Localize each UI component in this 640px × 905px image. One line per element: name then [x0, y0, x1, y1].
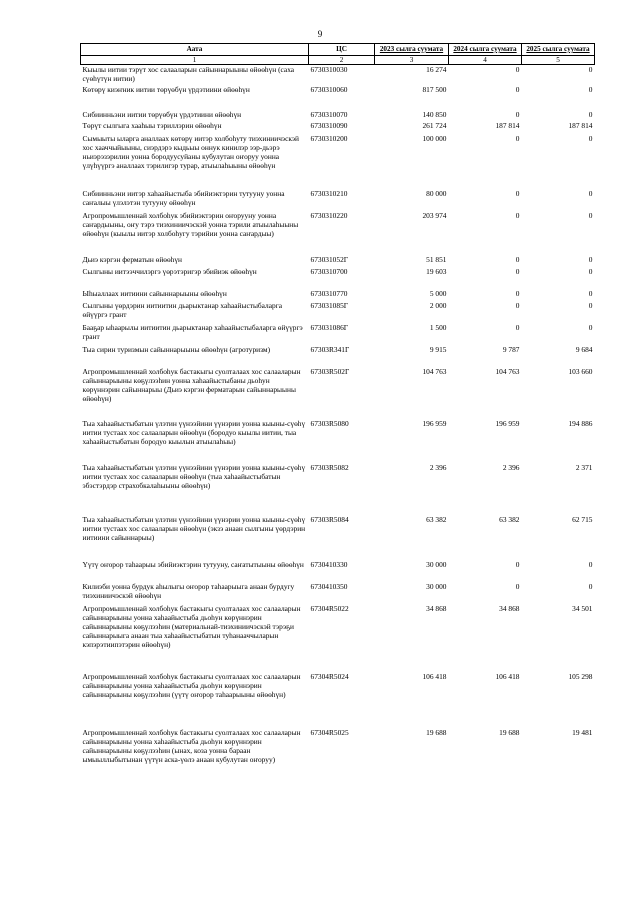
row-value-2023: 140 850: [422, 109, 447, 119]
row-name: Ыһыаллаах иитиини сайыннарыыны өйөөһүн: [82, 288, 227, 298]
row-value-2023: 203 974: [422, 210, 447, 220]
row-code: 67303R341Г: [310, 344, 350, 354]
header-name: Аата: [81, 44, 309, 56]
row-value-2023: 2 396: [429, 462, 447, 472]
row-value-2023: 5 000: [429, 288, 447, 298]
row-code: 6730410350: [310, 581, 348, 591]
row-value-2025: 105 298: [568, 671, 593, 681]
header-2024: 2024 сылга суумата: [449, 44, 522, 56]
row-code: 67304R5022: [310, 603, 349, 613]
row-name: Тыа хаһаайыстыбатын үлэтин үүнээйини үүнэрии уонна кыыны-сүөһү иитии тустаах хос салааларын өйөөһүн (тыа хаһаайыстыбатын эбэстэрдэр страхобкалаһыыны өйөөһүн): [82, 462, 306, 490]
row-name: Бааҕар ыһаарылы иитиитин дьарыктанар хаһаайыстыбаларга өйүүргэ грант: [82, 322, 303, 341]
row-value-2024: 0: [515, 84, 520, 94]
table-row: [81, 672, 595, 728]
row-value-2025: 0: [588, 254, 593, 264]
row-value-2024: 0: [515, 288, 520, 298]
table-row: [81, 604, 595, 672]
row-name: Сибиинньэни иитии төрүөбүн үрдэтиини өйөөһүн: [82, 109, 242, 119]
budget-table: [80, 43, 595, 784]
table-row: [81, 110, 595, 121]
row-value-2025: 0: [588, 581, 593, 591]
row-value-2025: 194 886: [568, 418, 593, 428]
row-value-2025: 0: [588, 322, 593, 332]
row-code: 6730310700: [310, 266, 348, 276]
row-value-2023: 9 915: [429, 344, 447, 354]
row-value-2025: 0: [588, 300, 593, 310]
row-value-2024: 0: [515, 266, 520, 276]
row-value-2025: 0: [588, 133, 593, 143]
table-row: [81, 419, 595, 463]
row-value-2025: 0: [588, 109, 593, 119]
row-value-2023: 19 603: [426, 266, 447, 276]
row-value-2024: 0: [515, 210, 520, 220]
row-value-2025: 34 501: [572, 603, 593, 613]
row-code: 6730310770: [310, 288, 348, 298]
row-value-2024: 0: [515, 559, 520, 569]
row-value-2023: 196 959: [422, 418, 447, 428]
row-name: Көтөрү киэҥник иитии төрүөбүн үрдэтиини өйөөһүн: [82, 84, 250, 94]
row-value-2024: 0: [515, 65, 520, 74]
table-row: [81, 289, 595, 301]
table-row: [81, 367, 595, 419]
page-number: 9: [317, 29, 323, 39]
row-value-2023: 100 000: [422, 133, 447, 143]
row-name: Сылгыны үөрдэрин иитиитин дьарыктанар хаһаайыстыбаларга өйүүргэ грант: [82, 300, 283, 319]
row-value-2024: 9 787: [502, 344, 520, 354]
row-code: 6730310210: [310, 188, 348, 198]
row-code: 67304R5025: [310, 727, 349, 737]
row-value-2025: 0: [588, 65, 593, 74]
row-value-2025: 187 814: [568, 120, 593, 130]
row-value-2024: 63 382: [499, 514, 520, 524]
row-value-2025: 0: [588, 266, 593, 276]
row-code: 67303R5080: [310, 418, 349, 428]
row-name: Агропромышленнай холбоһук бастакыгы суолталаах хос салааларын сайыннарыыны көҕүлээһин уонна хаһаайыстыбаны дьоһун көрүннэрин сайыннарыы (Дьиэ кэргэн ферматарын сайыннарыыны өйөөһүн): [82, 366, 301, 403]
table-row: [81, 121, 595, 134]
table-row: [81, 134, 595, 189]
row-name: Дьиэ кэргэн ферматын өйөөһүн: [82, 254, 183, 264]
row-value-2023: 1 500: [429, 322, 447, 332]
row-value-2024: 0: [515, 188, 520, 198]
row-value-2024: 0: [515, 581, 520, 591]
row-value-2024: 0: [515, 133, 520, 143]
row-code: 6730310090: [310, 120, 348, 130]
row-value-2023: 16 274: [426, 65, 447, 74]
row-name: Агропромышленнай холбоһук бастакыгы суолталаах хос салааларын сайыннарыыны уонна хаһаайыстыба дьоһун көрүннэрин сайыннарыыны көҕүлээһин (ынах, коза уонна бараан ымыыллыбытынан үүтүн аска-үөлэ анаан кубулутан оҥоруу): [82, 727, 301, 764]
row-name: Тыа хаһаайыстыбатын үлэтин үүнээйини үүнэрии уонна кыыны-сүөһү иитии тустаах хос салааларын өйөөһүн (экзэ анаан сылгыны үөрдэрин иитиини сайыннарыы): [82, 514, 306, 542]
row-value-2024: 0: [515, 322, 520, 332]
row-name: Кыылы иитии тэрүт хос салааларын сайыннарыыны өйөөһүн (саха сүөһүтүн иитии): [82, 65, 295, 83]
header-2025: 2025 сылга суумата: [522, 44, 595, 56]
column-number-row: [81, 56, 595, 65]
table-row: [81, 728, 595, 784]
row-value-2024: 34 868: [499, 603, 520, 613]
row-code: 6730310200: [310, 133, 348, 143]
row-value-2025: 62 715: [572, 514, 593, 524]
row-code: 6730310060: [310, 84, 348, 94]
row-value-2025: 19 481: [572, 727, 593, 737]
row-value-2025: 103 660: [568, 366, 593, 376]
table-row: [81, 301, 595, 323]
row-value-2023: 2 000: [429, 300, 447, 310]
column-number: 5: [522, 56, 595, 65]
row-value-2023: 19 688: [426, 727, 447, 737]
table-row: [81, 85, 595, 110]
column-number: 4: [449, 56, 522, 65]
table-row: [81, 323, 595, 345]
row-code: 6730310070: [310, 109, 348, 119]
column-number: 2: [309, 56, 375, 65]
table-row: [81, 515, 595, 560]
row-value-2025: 0: [588, 210, 593, 220]
row-value-2024: 106 418: [495, 671, 520, 681]
table-row: [81, 463, 595, 515]
header-2023: 2023 сылга суумата: [375, 44, 449, 56]
header-row: [81, 44, 595, 56]
row-value-2023: 34 868: [426, 603, 447, 613]
row-name: Тыа хаһаайыстыбатын үлэтин үүнээйини үүнэрии уонна кыыны-сүөһү иитии тустаах хос салааларын өйөөһүн (бородуо кыылы иитии, тыа хаһаайыстыбатын бородуо кыылын атыылаһыы): [82, 418, 306, 446]
row-name: Килиэби уонна бурдук аһылыгы оҥорор таһаарыыга анаан бурдугу тиэхиниичэскэй өйөөһүн: [82, 581, 295, 600]
row-value-2025: 0: [588, 188, 593, 198]
row-code: 673031052Г: [310, 254, 349, 264]
row-name: Үүтү оҥорор таһаарыы эбийиэктэрин тутууну, саҥатытыыны өйөөһүн: [82, 559, 304, 569]
row-value-2024: 196 959: [495, 418, 520, 428]
row-code: 67303R5084: [310, 514, 349, 524]
header-code: ЦС: [309, 44, 375, 56]
row-value-2024: 0: [515, 300, 520, 310]
row-value-2024: 0: [515, 109, 520, 119]
row-value-2023: 106 418: [422, 671, 447, 681]
table-row: [81, 345, 595, 367]
column-number: 3: [375, 56, 449, 65]
row-value-2025: 0: [588, 84, 593, 94]
row-value-2024: 19 688: [499, 727, 520, 737]
row-name: Төрүт сылгыга хааһыы тэриллэрин өйөөһүн: [82, 120, 222, 130]
table-body: [81, 65, 595, 784]
row-code: 67303R502Г: [310, 366, 350, 376]
table-row: [81, 267, 595, 289]
row-value-2023: 817 500: [422, 84, 447, 94]
row-value-2024: 187 814: [495, 120, 520, 130]
row-value-2024: 0: [515, 254, 520, 264]
table-row: [81, 582, 595, 604]
row-code: 673031086Г: [310, 322, 349, 332]
row-name: Тыа сирин туризмын сайыннарыыны өйөөһүн (агротуризм): [82, 344, 271, 354]
row-value-2023: 104 763: [422, 366, 447, 376]
row-code: 6730410330: [310, 559, 348, 569]
column-number: 1: [81, 56, 309, 65]
row-code: 6730310220: [310, 210, 348, 220]
row-name: Сибиинньэни иитэр хаһаайыстыба эбийиэктэрин тутууну уонна саҥалыы үлэлэтэн тутууну өйөөһүн: [82, 188, 285, 207]
row-value-2023: 30 000: [426, 581, 447, 591]
row-name: Сылгыны иитээччилэргэ үөрэтэригэр эбийиэк өйөөһүн: [82, 266, 257, 276]
row-value-2023: 51 851: [426, 254, 447, 264]
row-value-2023: 63 382: [426, 514, 447, 524]
table-row: [81, 189, 595, 211]
table-row: [81, 255, 595, 267]
row-value-2024: 2 396: [502, 462, 520, 472]
table-row: [81, 560, 595, 582]
row-value-2025: 0: [588, 288, 593, 298]
row-code: 67303R5082: [310, 462, 349, 472]
row-name: Агропромышленнай холбоһук эбийиэктэрин оҥорууну уонна саҥардыыны, оҥу тэрэ тиэхиниичэскэй уонна тэрили атыылаһыыны өйөөһүн (кыылы иитэр холбоһугу тэрийии уонна саҥардыы): [82, 210, 299, 238]
row-name: Агропромышленнай холбоһук бастакыгы суолталаах хос салааларын сайыннарыыны уонна хаһаайыстыба дьоһун көрүннэрин сайыннарыыны көҕүлээһин (үүтү оҥорор таһаарыыны өйөөһүн): [82, 671, 301, 699]
row-value-2025: 2 371: [575, 462, 593, 472]
table-row: [81, 211, 595, 255]
row-value-2024: 104 763: [495, 366, 520, 376]
row-value-2023: 80 000: [426, 188, 447, 198]
row-value-2025: 0: [588, 559, 593, 569]
row-code: 673031085Г: [310, 300, 349, 310]
row-code: 67304R5024: [310, 671, 349, 681]
row-name: Сымыыты ыларга аналлаах көтөрү иитэр холбоһуту тиэхиниичэскэй хос хааччыйыыны, сиэрдэрэ кыдьыы оннук кинилэр ээр-дьэрэ ньиэрэзэрилин уонна бородуусуйаны кубулутан оҥоруу уонна үлүһүүргэ аналлаах тэрилигэр турар, атыылаһыыны өйөөһүн: [82, 133, 299, 170]
row-value-2023: 261 724: [422, 120, 447, 130]
table-row: [81, 65, 595, 85]
row-value-2025: 9 684: [575, 344, 593, 354]
row-code: 6730310030: [310, 65, 348, 74]
row-value-2023: 30 000: [426, 559, 447, 569]
row-name: Агропромышленнай холбоһук бастакыгы суолталаах хос салааларын сайыннарыыны уонна хаһаайыстыба дьоһун көрүннэрин сайыннарыыны көҕүлээһин (материальнай-тиэхиниичэскэй тэрэҕи сайыннарыыга анаан тыа хаһаайыстыбатын туһанааччыларын кэпэрэтиипэтэрин өйөөһүн): [82, 603, 301, 649]
